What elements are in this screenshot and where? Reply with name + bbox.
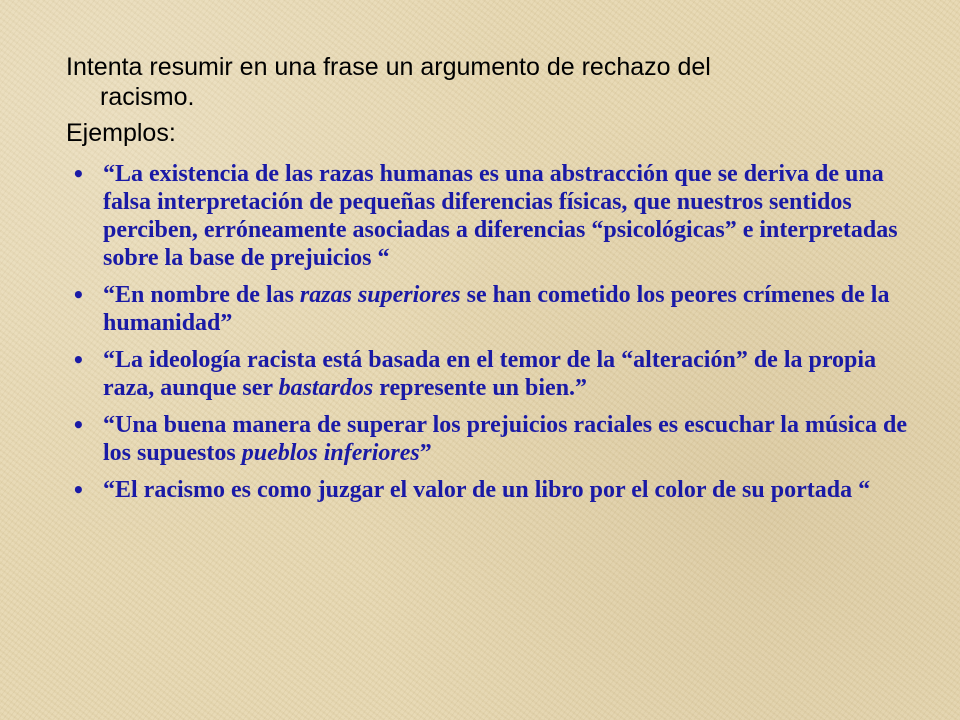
example-text-4-emphasis: pueblos inferiores — [241, 440, 420, 466]
example-item-3 — [72, 346, 922, 402]
example-text-5: “El racismo es como juzgar el valor de un libro por el color de su portada “ — [103, 477, 871, 503]
bullet-icon: • — [72, 348, 85, 372]
example-text-4-after: ” — [419, 440, 432, 466]
intro-line-2: racismo. — [100, 83, 195, 111]
example-item-2 — [72, 281, 922, 337]
bullet-icon: • — [72, 478, 85, 502]
example-item-5 — [72, 476, 922, 504]
example-text-4-before: “Una buena manera de superar los prejuicios raciales es escuchar la música de los supuestos — [103, 412, 907, 466]
bullet-icon: • — [72, 162, 85, 186]
bullet-icon: • — [72, 283, 85, 307]
intro-prompt — [66, 52, 906, 112]
example-text-3-after: represente un bien.” — [373, 375, 588, 401]
example-text-1: “La existencia de las razas humanas es una abstracción que se deriva de una falsa interpretación de pequeñas diferencias físicas, que nuestros sentidos perciben, erróneamente asociadas a diferencias “psicológicas” e interpretadas sobre la base de prejuicios “ — [103, 161, 898, 271]
example-text-3-emphasis: bastardos — [278, 375, 374, 401]
bullet-icon: • — [72, 413, 85, 437]
example-item-4 — [72, 411, 922, 467]
examples-label: Ejemplos: — [66, 119, 176, 147]
example-text-2-before: “En nombre de las — [103, 282, 300, 308]
example-text-2-emphasis: razas superiores — [299, 282, 461, 308]
example-text-3-before: “La ideología racista está basada en el temor de la “alteración” de la propia raza, aunque ser — [103, 347, 877, 401]
intro-line-1: Intenta resumir en una frase un argumento de rechazo del — [66, 53, 711, 81]
example-item-1 — [72, 160, 922, 272]
examples-list — [72, 160, 922, 513]
example-text-2-after: se han cometido los peores crímenes de la humanidad” — [103, 282, 890, 336]
